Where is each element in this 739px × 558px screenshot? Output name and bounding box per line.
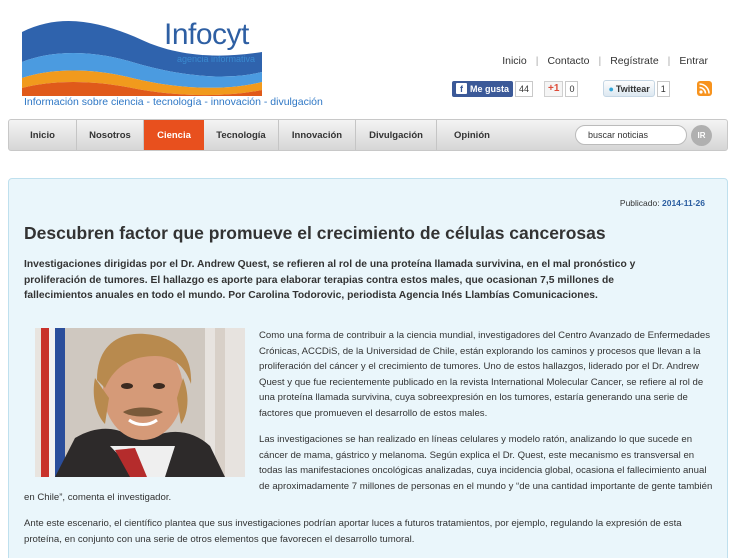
nav-item-inicio[interactable]: Inicio	[9, 120, 77, 150]
twitter-tweet-button[interactable]	[603, 80, 654, 97]
published-date	[620, 198, 705, 208]
article-paragraph-continuation: en Chile”, comenta el investigador.	[24, 492, 172, 503]
google-plus-label: +1	[548, 83, 560, 94]
search-input[interactable]	[575, 125, 687, 145]
site-logo[interactable]	[22, 12, 323, 112]
toplink-entrar[interactable]: Entrar	[679, 55, 708, 67]
nav-item-divulgacion[interactable]: Divulgación	[356, 120, 437, 150]
nav-item-innovacion[interactable]: Innovación	[279, 120, 356, 150]
article-photo	[35, 328, 245, 477]
toplink-registrate[interactable]: Regístrate	[610, 55, 659, 67]
article-body	[259, 328, 714, 430]
article-paragraph: Ante este escenario, el científico plantea que sus investigaciones podrían aportar luces a futuros tratamientos, por ejemplo, regulando la expresión de esta proteína, en conjunto con una serie de otros elementos que favorecen el desarrollo tumoral.	[24, 518, 682, 545]
facebook-like-label: Me gusta	[470, 83, 510, 94]
nav-item-tecnologia[interactable]: Tecnología	[204, 120, 279, 150]
article-paragraph: Las investigaciones se han realizado en líneas celulares y modelo ratón, analizando lo que sucede en cáncer de mama, gástrico y melanoma. Según explica el Dr. Quest, este mecanismo es transversal en todas las manifestaciones oncológicas analizadas, cuya incidencia global, ocasiona el fallecimiento anual de aproximadamente 7 millones de personas en el mundo y “de una cantidad importante de gente también	[259, 434, 713, 492]
google-plus-button[interactable]	[544, 81, 563, 97]
logo-subtitle: agencia informativa	[177, 54, 256, 64]
top-links	[493, 55, 717, 67]
article-container	[8, 178, 728, 558]
main-navigation	[8, 119, 728, 151]
google-plus-count: 0	[565, 81, 578, 97]
toplink-contacto[interactable]: Contacto	[547, 55, 590, 67]
separator: |	[667, 55, 671, 67]
rss-icon[interactable]	[697, 81, 712, 96]
logo-title: Infocyt	[164, 18, 249, 51]
twitter-bird-icon: ●	[608, 83, 614, 94]
nav-item-nosotros[interactable]: Nosotros	[77, 120, 144, 150]
twitter-tweet-label: Twittear	[615, 83, 650, 94]
nav-item-opinion[interactable]: Opinión	[454, 129, 490, 141]
twitter-tweet-count: 1	[657, 81, 670, 97]
logo-tagline: Información sobre ciencia - tecnología - innovación - divulgación	[24, 96, 323, 108]
article-paragraph: Como una forma de contribuir a la ciencia mundial, investigadores del Centro Avanzado de Enfermedades Crónicas, ACCDiS, de la Universidad de Chile, están explorando los caminos y procesos que llevan a la proliferación del cáncer y el crecimiento de tumores. Uno de estos hallazgos, liderado por el Dr. Andrew Quest y que fue recientemente publicado en la revista International Molecular Cancer, se refiere al rol de una proteína llamada survivina, cuya sobreexpresión en los tumores, estaría generando una serie de factores que promueven el desarrollo de estos males.	[259, 330, 710, 419]
site-header	[0, 0, 739, 118]
article-lead: Investigaciones dirigidas por el Dr. Andrew Quest, se refieren al rol de una proteína llamada survivina, en el mal pronóstico y proliferación de tumores. El hallazgo es aporte para elaborar terapias contra estos males, que ocasionan 7,5 millones de fallecimientos anuales en todo el mundo. Por Carolina Todorovic, periodista Agencia Inés Llambías Comunicaciones.	[24, 259, 636, 301]
nav-item-ciencia[interactable]: Ciencia	[144, 120, 204, 150]
facebook-icon: f	[456, 83, 467, 94]
facebook-like-count: 44	[515, 81, 533, 97]
separator: |	[535, 55, 539, 67]
search-button[interactable]: IR	[691, 125, 712, 146]
published-label: Publicado:	[619, 198, 660, 208]
social-buttons	[452, 80, 670, 97]
toplink-inicio[interactable]: Inicio	[502, 55, 527, 67]
facebook-like-button[interactable]	[452, 81, 513, 97]
published-date-value: 2014-11-26	[661, 198, 705, 208]
separator: |	[598, 55, 602, 67]
article-title: Descubren factor que promueve el crecimiento de células cancerosas	[24, 223, 606, 243]
